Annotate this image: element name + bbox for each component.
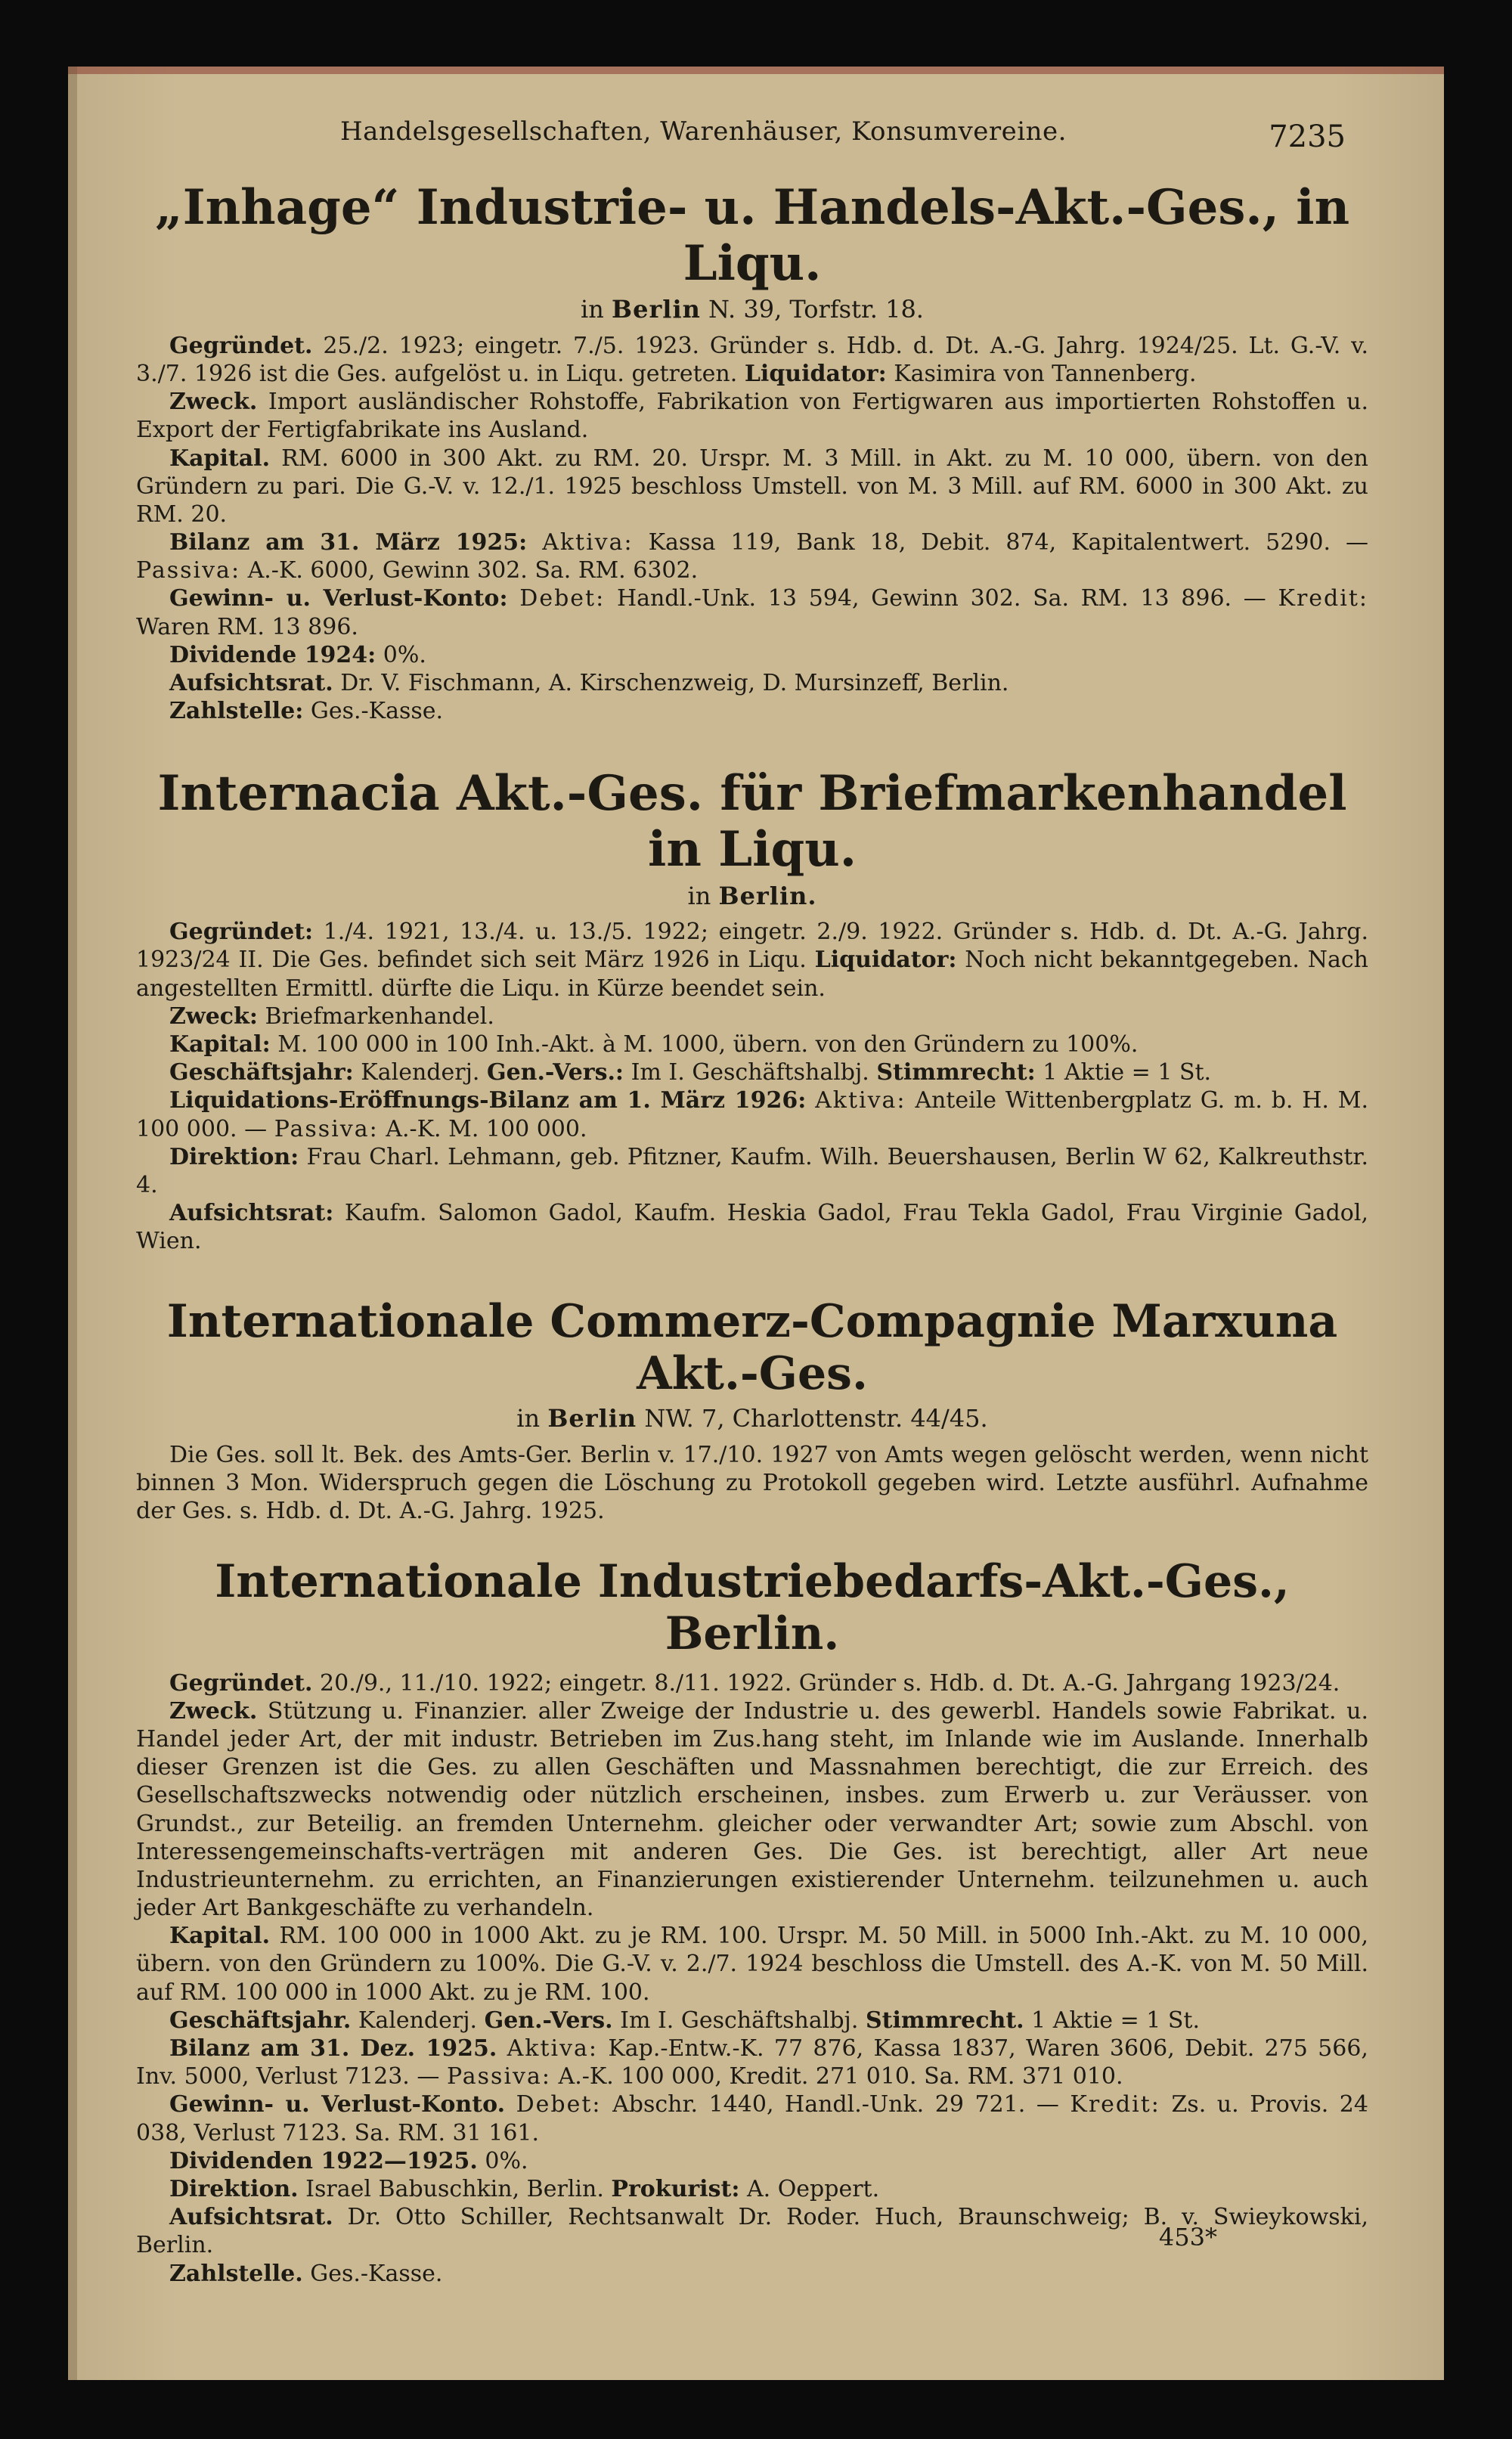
capital-paragraph: Kapital. RM. 100 000 in 1000 Akt. zu je RM. 100. Urspr. M. 50 Mill. in 5000 Inh.-Akt. zu M. 10 000, übern. von den Gründern zu 100%. Die G.-V. v. 2./7. 1924 beschloss die Umstell. des A.-K. von M. 50 Mill. auf RM. 100 000 in 1000 Akt. zu je RM. 100. bbox=[136, 1923, 1369, 2006]
page-number: 7235 bbox=[1269, 119, 1346, 154]
capital-paragraph: Kapital: M. 100 000 in 100 Inh.-Akt. à M. 1000, übern. von den Gründern zu 100%. bbox=[169, 1030, 1139, 1058]
location-city: Berlin bbox=[547, 1404, 637, 1433]
supervisory-board-paragraph: Aufsichtsrat. Dr. V. Fischmann, A. Kirschenzweig, D. Mursinzeff, Berlin. bbox=[169, 670, 1009, 697]
location-prefix: in bbox=[581, 295, 604, 324]
balance-paragraph: Bilanz am 31. Dez. 1925. Aktiva: Kap.-Entw.-K. 77 876, Kassa 1837, Waren 3606, Debit. 275 566, Inv. 5000, Verlust 7123. — Passiva: A.-K. 100 000, Kredit. 271 010. Sa. RM. 371 010. bbox=[136, 2035, 1368, 2090]
signature-mark: 453* bbox=[1158, 2223, 1217, 2252]
management-paragraph: Direktion. Israel Babuschkin, Berlin. Prokurist: A. Oeppert. bbox=[169, 2175, 880, 2202]
dividend-paragraph: Dividende 1924: 0%. bbox=[169, 641, 426, 668]
capital-paragraph: Kapital. RM. 6000 in 300 Akt. zu RM. 20. Urspr. M. 3 Mill. in Akt. zu M. 10 000, übern. von den Gründern zu pari. Die G.-V. v. 12./1. 1925 beschloss Umstell. von M. 3 Mill. auf RM. 6000 in 300 Akt. zu RM. 20. bbox=[136, 445, 1368, 528]
entry-industriebedarf bbox=[136, 1556, 1368, 2288]
entry-title: Internationale Industriebedarfs-Akt.-Ges., Berlin. bbox=[215, 1554, 1290, 1660]
location-prefix: in bbox=[516, 1404, 541, 1433]
entry-location bbox=[136, 881, 1368, 913]
paying-office-paragraph: Zahlstelle: Ges.-Kasse. bbox=[169, 698, 444, 725]
supervisory-board-paragraph: Aufsichtsrat. Dr. Otto Schiller, Rechtsanwalt Dr. Roder. Huch, Braunschweig; B. v. Swieykowski, Berlin. bbox=[136, 2204, 1368, 2259]
page-edge-top bbox=[68, 67, 1444, 74]
location-prefix: in bbox=[687, 881, 711, 910]
entry-title: Internationale Commerz-Compagnie Marxuna Akt.-Ges. bbox=[166, 1295, 1338, 1401]
founded-paragraph: Gegründet: 1./4. 1921, 13./4. u. 13./5. 1922; eingetr. 2./9. 1922. Gründer s. Hdb. d. Dt. A.-G. Jahrg. 1923/24 II. Die Ges. befindet sich seit März 1926 in Liqu. Liquidator: Noch nicht bekanntgegeben. Nach angestellten Ermittl. dürfte die Liqu. in Kürze beendet sein. bbox=[136, 919, 1368, 1002]
management-paragraph: Direktion: Frau Charl. Lehmann, geb. Pfitzner, Kaufm. Wilh. Beuershausen, Berlin W 62, Kalkreuthstr. 4. bbox=[136, 1143, 1368, 1198]
location-address: N. 39, Torfstr. 18. bbox=[708, 295, 924, 324]
founded-paragraph: Gegründet. 25./2. 1923; eingetr. 7./5. 1923. Gründer s. Hdb. d. Dt. A.-G. Jahrg. 1924/25. Lt. G.-V. v. 3./7. 1926 ist die Ges. aufgelöst u. in Liqu. getreten. Liquidator: Kasimira von Tannenberg. bbox=[136, 332, 1368, 387]
entry-title: Internacia Akt.-Ges. für Briefmarkenhandel in Liqu. bbox=[157, 765, 1347, 878]
entry-location bbox=[136, 1403, 1368, 1435]
entry-marxuna bbox=[136, 1296, 1368, 1525]
dividend-paragraph: Dividenden 1922—1925. 0%. bbox=[169, 2147, 528, 2174]
running-head-title: Handelsgesellschaften, Warenhäuser, Konsumvereine. bbox=[340, 116, 1067, 147]
entry-inhage bbox=[136, 180, 1368, 725]
balance-paragraph: Bilanz am 31. März 1925: Aktiva: Kassa 119, Bank 18, Debit. 874, Kapitalentwert. 5290. — Passiva: A.-K. 6000, Gewinn 302. Sa. RM. 6302. bbox=[136, 529, 1368, 584]
founded-paragraph: Gegründet. 20./9., 11./10. 1922; eingetr. 8./11. 1922. Gründer s. Hdb. d. Dt. A.-G. Jahrgang 1923/24. bbox=[169, 1669, 1340, 1697]
location-city: Berlin. bbox=[718, 881, 817, 910]
scanned-page bbox=[68, 67, 1444, 2380]
supervisory-board-paragraph: Aufsichtsrat: Kaufm. Salomon Gadol, Kaufm. Heskia Gadol, Frau Tekla Gadol, Frau Virginie Gadol, Wien. bbox=[136, 1200, 1368, 1255]
deletion-notice-paragraph: Die Ges. soll lt. Bek. des Amts-Ger. Berlin v. 17./10. 1927 von Amts wegen gelöscht werden, wenn nicht binnen 3 Mon. Widerspruch gegen die Löschung zu Protokoll gegeben wird. Letzte ausführl. Aufnahme der Ges. s. Hdb. d. Dt. A.-G. Jahrg. 1925. bbox=[136, 1442, 1368, 1525]
profit-loss-paragraph: Gewinn- u. Verlust-Konto: Debet: Handl.-Unk. 13 594, Gewinn 302. Sa. RM. 13 896. — Kredit: Waren RM. 13 896. bbox=[136, 585, 1368, 640]
page-edge-left bbox=[68, 67, 77, 2380]
running-head bbox=[68, 112, 1444, 157]
purpose-paragraph: Zweck. Stützung u. Finanzier. aller Zweige der Industrie u. des gewerbl. Handels sowie Fabrikat. u. Handel jeder Art, der mit industr. Betrieben im Zus.hang steht, im Inlande wie im Auslande. Innerhalb dieser Grenzen ist die Ges. zu allen Geschäften und Massnahmen berechtigt, die zur Erreich. des Gesellschaftszwecks notwendig oder nützlich erscheinen, insbes. zum Erwerb u. zur Veräusser. von Grundst., zur Beteilig. an fremden Unternehm. gleicher oder verwandter Art; sowie zum Abschl. von Interessengemeinschafts-verträgen mit anderen Ges. Die Ges. ist berechtigt, aller Art neue Industrieunternehm. zu errichten, an Finanzierungen existierender Unternehm. teilzunehmen u. auch jeder Art Bankgeschäfte zu verhandeln. bbox=[136, 1697, 1368, 1922]
profit-loss-paragraph: Gewinn- u. Verlust-Konto. Debet: Abschr. 1440, Handl.-Unk. 29 721. — Kredit: Zs. u. Provis. 24 038, Verlust 7123. Sa. RM. 31 161. bbox=[136, 2091, 1368, 2146]
purpose-paragraph: Zweck. Import ausländischer Rohstoffe, Fabrikation von Fertigwaren aus importierten Rohstoffen u. Export der Fertigfabrikate ins Ausland. bbox=[136, 389, 1368, 444]
balance-paragraph: Liquidations-Eröffnungs-Bilanz am 1. März 1926: Aktiva: Anteile Wittenbergplatz G. m. b. H. M. 100 000. — Passiva: A.-K. M. 100 000. bbox=[136, 1087, 1368, 1142]
entry-internacia bbox=[136, 766, 1368, 1255]
entry-title: „Inhage“ Industrie- u. Handels-Akt.-Ges., in Liqu. bbox=[154, 179, 1350, 292]
location-address: NW. 7, Charlottenstr. 44/45. bbox=[644, 1404, 988, 1433]
fiscal-year-paragraph: Geschäftsjahr: Kalenderj. Gen.-Vers.: Im I. Geschäftshalbj. Stimmrecht: 1 Aktie = 1 St. bbox=[169, 1059, 1212, 1086]
purpose-paragraph: Zweck: Briefmarkenhandel. bbox=[169, 1003, 494, 1030]
page-content bbox=[136, 180, 1368, 2288]
fiscal-year-paragraph: Geschäftsjahr. Kalenderj. Gen.-Vers. Im I. Geschäftshalbj. Stimmrecht. 1 Aktie = 1 St. bbox=[169, 2007, 1201, 2034]
location-city: Berlin bbox=[612, 295, 701, 324]
entry-location bbox=[136, 294, 1368, 326]
paying-office-paragraph: Zahlstelle. Ges.-Kasse. bbox=[169, 2260, 443, 2287]
